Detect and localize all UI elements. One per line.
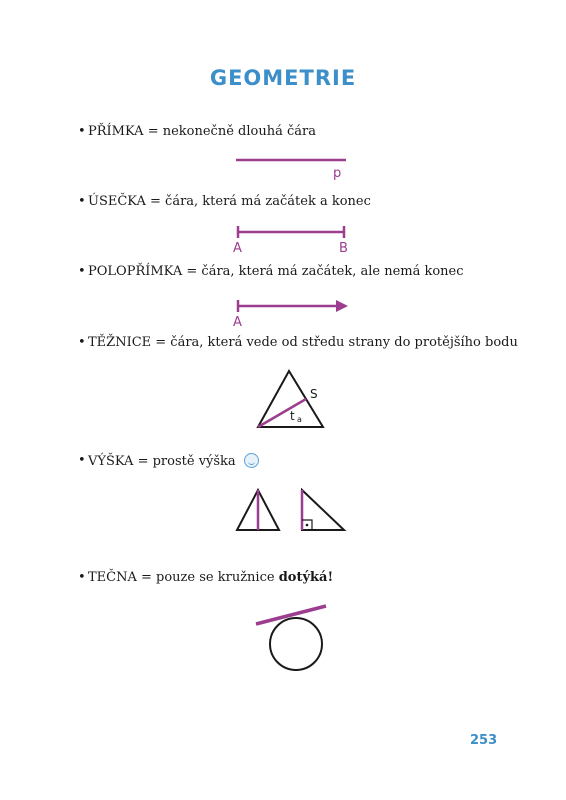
line-label-p: p <box>333 166 342 181</box>
ray-diagram <box>230 296 360 331</box>
term: PŘÍMKA <box>88 124 144 139</box>
definition: = prostě výška <box>133 454 236 469</box>
segment-diagram <box>230 222 360 257</box>
bullet-icon: • <box>78 264 86 279</box>
list-item-vyska <box>78 453 259 469</box>
definition: = čára, která má začátek a konec <box>145 194 371 209</box>
segment-label-a: A <box>233 241 242 256</box>
term: VÝŠKA <box>88 454 134 469</box>
right-triangle-shape <box>302 490 344 530</box>
term: POLOPŘÍMKA <box>88 264 183 279</box>
bullet-icon: • <box>78 453 86 468</box>
height-triangles-diagram <box>232 486 352 536</box>
median-label-t: t <box>290 409 295 423</box>
smiling-emoji-icon <box>244 453 259 468</box>
bullet-icon: • <box>78 124 86 139</box>
definition-bold: dotýká! <box>278 570 334 585</box>
median-triangle-diagram <box>250 366 330 431</box>
segment-label-b: B <box>339 241 348 256</box>
list-item-primka <box>78 124 316 139</box>
definition: = pouze se kružnice <box>136 570 279 585</box>
right-angle-dot-icon <box>306 524 309 527</box>
bullet-icon: • <box>78 570 86 585</box>
median-label-subscript: a <box>297 415 302 424</box>
definition: = čára, která vede od středu strany do protějšího bodu <box>151 335 518 350</box>
midpoint-label-s: S <box>310 387 318 401</box>
page-title: GEOMETRIE <box>209 66 357 90</box>
bullet-icon: • <box>78 335 86 350</box>
list-item-teznice <box>78 335 518 350</box>
line-diagram <box>230 150 360 185</box>
list-item-polopriamka <box>78 264 464 279</box>
bullet-icon: • <box>78 194 86 209</box>
list-item-tecna <box>78 570 334 585</box>
term: TEČNA <box>88 570 137 585</box>
list-item-usecka <box>78 194 371 209</box>
arrow-icon <box>336 300 348 312</box>
circle-shape <box>270 618 322 670</box>
ray-label-a: A <box>233 315 242 330</box>
tangent-line <box>256 606 326 624</box>
tangent-diagram <box>250 598 335 673</box>
definition: = nekonečně dlouhá čára <box>143 124 316 139</box>
page-number: 253 <box>470 733 498 748</box>
term: ÚSEČKA <box>88 194 146 209</box>
definition: = čára, která má začátek, ale nemá konec <box>182 264 464 279</box>
term: TĚŽNICE <box>88 335 152 350</box>
